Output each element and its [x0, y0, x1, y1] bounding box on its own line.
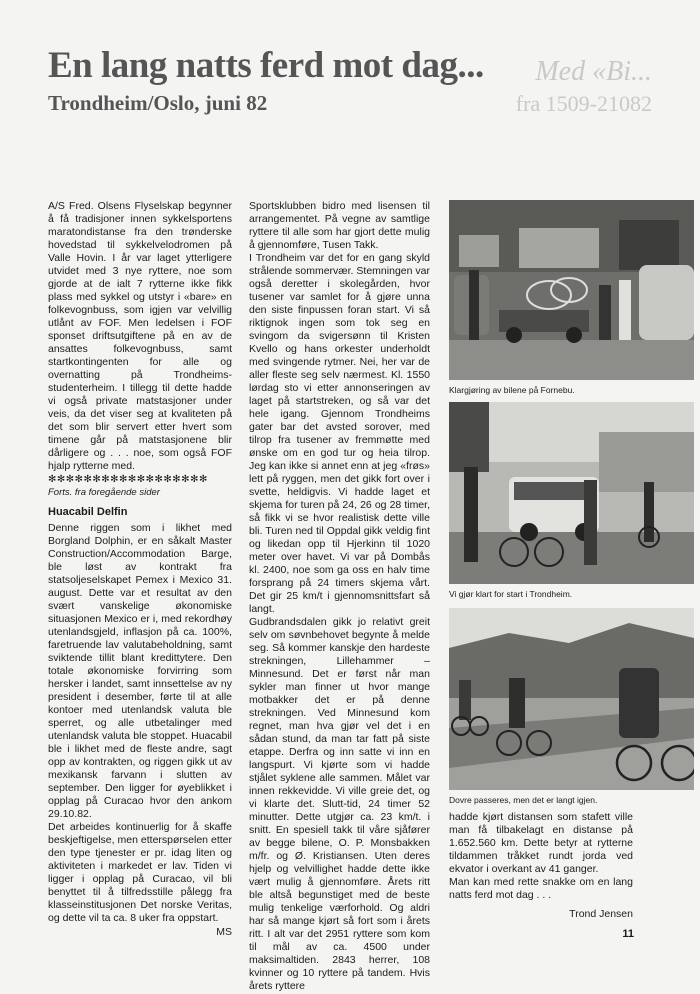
article-title: En lang natts ferd mot dag...	[48, 45, 484, 86]
continued-note: Forts. fra foregående sider	[48, 487, 160, 498]
paragraph-route: Gudbrandsdalen gikk jo relativt greit selv om søvnbehovet begynte å melde seg. Så kommer kanskje den hardeste strekningen, Lillehammer – Minnesund. Det er først når man sykler man finner ut hvor mange motbakker det er på denne strekningen. Ved Minnesund kom regnet, man hva gjør vel det i en sådan stund, da man tar fatt på siste etappe. Derfra og inn satte vi inn en langspurt. Vi kjørte som vi hadde stjålet syklene alle sammen. Målet var innen rekkevidde. Vi ville greie det, og vi klarte det. Slutt-tid, 24 timer 52 minutter. Dette utgjør ca. 23 km/t. i snitt. En spesiell takk til våre sjåfører av begge bilene, O. P. Monsbakken m/fr. og Ø. Kristiansen. Uten deres hjelp og velvillighet hadde dette ikke vært mulig å gjennomføre. Årets ritt ble altså begunstiget med de beste mulig tenkelige værforhold. Og aldri har så mange kjørt så fort som i årets ritt. I alt var det 2951 ryttere som kom til mål av ca. 4500 under maksimaltiden. 2843 herrer, 108 kvinner og 10 ryttere på tandem. Hvis årets ryttere	[249, 616, 430, 992]
background-heading-line1: Med «Bi...	[535, 56, 652, 87]
photo-cars-fornebu	[449, 200, 694, 380]
intro-paragraph: A/S Fred. Olsens Flyselskap begynner å få tradisjoner innen sykkelsportens maratondistanse fra den trønderske hovedstad til sykkelvelodromen på Valle Hovin. I år var laget ytterligere utvidet med 3 nye ryttere, noe som gjorde at de ialt 7 rytterne ikke fikk plass med sykkel og utstyr i «bare» en folkevognbuss, som igjen var velvillig utlånt av FOF. Men ledelsen i FOF sponset driftsutgiftene på en av de ansattes folkevognbuss, samt startkontingenten for alle og overnatting på Trondheims-studenterheim. I tillegg til dette hadde vi også private matstasjoner under veis, da det viser seg at kvaliteten på det som blir servert etter hvert som timene går på matstasjonene blir dårligere og . . . noe, som også FOF hjalp rytterne med.	[48, 200, 232, 472]
photo-dovre-riders-image	[449, 608, 694, 790]
background-heading-line2: fra 1509-21082	[515, 91, 652, 117]
article-subtitle: Trondheim/Oslo, juni 82	[48, 91, 268, 115]
text-column-3	[449, 811, 633, 921]
photo-cars-fornebu-image	[449, 200, 694, 380]
photo-start-trondheim-image	[449, 402, 694, 584]
caption-photo-2: Vi gjør klart for start i Trondheim.	[449, 589, 573, 599]
caption-photo-1: Klargjøring av bilene på Fornebu.	[449, 385, 575, 395]
photo-dovre-riders	[449, 608, 694, 790]
paragraph-sponsor: Sportsklubben bidro med lisensen til arrangementet. På vegne av samtlige ryttere til alle som har gjort dette mulig å gjennomføre, Tusen Takk.	[249, 200, 430, 251]
star-divider: ✻✻✻✻✻✻✻✻✻✻✻✻✻✻✻✻✻✻	[48, 474, 208, 485]
caption-photo-3: Dovre passeres, men det er langt igjen.	[449, 795, 598, 805]
body-paragraph: Denne riggen som i likhet med Borgland Dolphin, er en såkalt Master Construction/Accommodation Barge, ble løst av kontrakt fra statsoljeselskapet Pemex i Mexico 31. august. Dette var et resultat av den svært vanskelige økonomiske situasjonen Mexico er i, med rekordhøy utenlandsgjeld, inflasjon på ca. 100%, faretruende lav valutabeholdning, samt sviktende tillit blant kredittytere. Den totale økonomiske forvirring som hersker i landet, samt innsettelse av ny president i desember, førte til at alle kontoer med utenlandsk valuta ble sperret, og alle utbetalinger med utenlandsk valuta ble stoppet. Huacabil ble i likhet med de fleste andre, sagt opp av kontrakten, og riggen gikk ut av mexikansk farvann i slutten av september. Den ligger for øyeblikket i opplag på Curacao hvor den ankom 29.10.82.	[48, 522, 232, 820]
text-column-2	[249, 200, 430, 993]
paragraph-start: I Trondheim var det for en gang skyld strålende sommervær. Stemningen var også deretter i skolegården, hvor tusener var samlet for å gjøre unna den siste finpussen foran start. Vi så riktignok ingen som tok seg en svingom da svigersønn til Kristen Kvello og hans orkester underholdt med svingende rytmer. Nei, her var de aller fleste seg selv nærmest. Kl. 1550 lørdag sto vi etter annonseringen av laget på startstreken, og så var det hele igang. Gjennom Trondheims gater bar det avsted sorover, med tilrop fra tusener av fremmøtte med ønske om en god tur og heia tilrop. Jeg kan ikke si annet enn at jeg «frøs» lett på ryggen, men det gikk fort over i svette, heldigvis. Vi hadde laget et skjema for turen på 24, 26 og 28 timer, så fikk vi se hvor realistisk dette ville bli. Turen ned til Oppdal gikk veldig fint og likedan opp til Hjerkinn til 1020 meter over havet. Vi var på Dombås kl. 2400, noe som ga oss en halv time forsprang på 24 timers skjema vårt. Det gir 25 km/t i gjennomsnittsfart så langt.	[249, 252, 430, 615]
text-column-1	[48, 200, 232, 939]
section-heading: Huacabil Delfin	[48, 506, 128, 518]
photo-start-trondheim	[449, 402, 694, 584]
body-paragraph-2: Det arbeides kontinuerlig for å skaffe beskjeftigelse, men etterspørselen etter den type tjenester er pr. idag liten og aktiviteten i markedet er lav. Tiden vi ligger i opplag på Curacao, vil bli benyttet til å tilfredsstille pålegg fra klasseinstitusjonen Det norske Veritas, og dette vil ta ca. 8 uker fra oppstart.	[48, 821, 232, 924]
signature-ms: MS	[216, 926, 232, 938]
signature-trond-jensen: Trond Jensen	[569, 908, 633, 920]
paragraph-closing: Man kan med rette snakke om en lang natts ferd mot dag . . .	[449, 876, 633, 901]
paragraph-relay: hadde kjørt distansen som stafett ville man få tilbakelagt en distanse på 1.652.560 km. Dette betyr at rytterne tildammen tråkket rundt jorda ved ekvator i overkant av 41 ganger.	[449, 811, 633, 875]
background-heading	[516, 54, 652, 119]
page-number: 11	[622, 928, 634, 940]
